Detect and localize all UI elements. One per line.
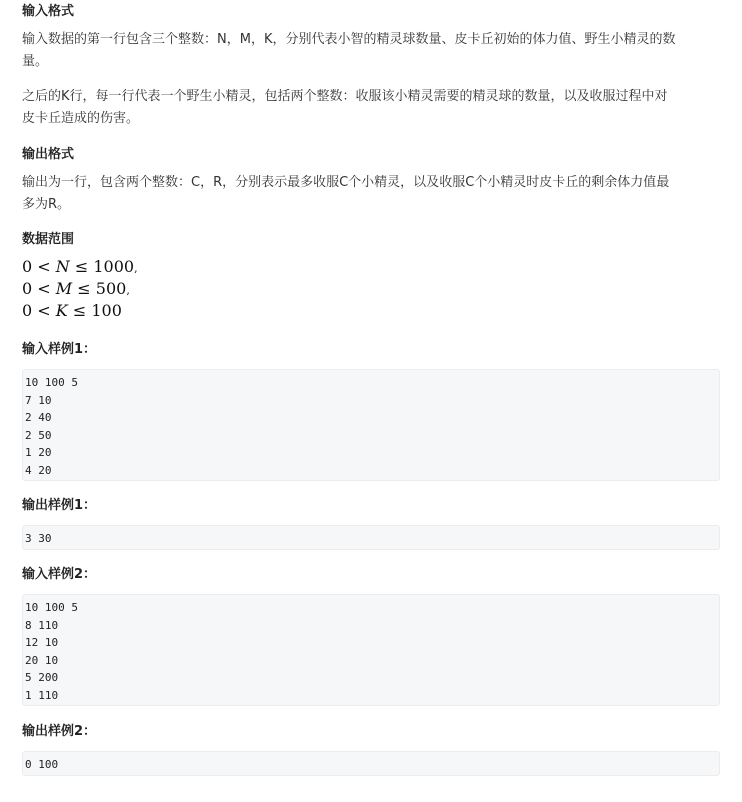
code-line: 0 100 (25, 758, 59, 771)
input-format-line: 皮卡丘造成的伤害。 (22, 111, 140, 126)
code-line: 1 20 (25, 446, 52, 460)
code-line: 3 30 (25, 532, 52, 545)
input-format-line: 量。 (22, 54, 49, 69)
output-format-heading: 输出格式 (22, 147, 75, 162)
sample-output-2-code-block (22, 751, 720, 776)
constraint-k: 0 < K ≤ 100 (22, 301, 122, 320)
code-line: 10 100 5 (25, 601, 78, 614)
sample-output-1-heading: 输出样例1： (22, 498, 97, 513)
code-line: 7 10 (25, 393, 52, 407)
code-line: 8 110 (25, 618, 59, 632)
code-line: 1 110 (25, 688, 59, 702)
constraint-m: 0 < M ≤ 500, (22, 279, 130, 298)
sample-input-2-heading: 输入样例2： (22, 567, 97, 582)
code-line: 20 10 (25, 653, 59, 667)
sample-input-1-code-block (22, 369, 720, 481)
data-range-heading: 数据范围 (22, 232, 75, 247)
sample-input-2-code-block (22, 594, 720, 706)
code-line: 2 50 (25, 428, 52, 442)
output-format-line: 输出为一行，包含两个整数：C，R，分别表示最多收服C个小精灵，以及收服C个小精灵时皮卡丘的剩余体力值最 (22, 175, 670, 190)
input-format-line: 输入数据的第一行包含三个整数：N，M，K，分别代表小智的精灵球数量、皮卡丘初始的体力值、野生小精灵的数 (22, 32, 676, 47)
sample-input-1-heading: 输入样例1： (22, 342, 97, 357)
sample-output-2-heading: 输出样例2： (22, 724, 97, 739)
constraint-n: 0 < N ≤ 1000, (22, 257, 138, 276)
input-format-heading: 输入格式 (22, 4, 75, 19)
sample-output-1-code-block (22, 525, 720, 550)
output-format-line: 多为R。 (22, 197, 71, 212)
code-line: 4 20 (25, 463, 52, 477)
input-format-line: 之后的K行，每一行代表一个野生小精灵，包括两个整数：收服该小精灵需要的精灵球的数量，以及收服过程中对 (22, 89, 668, 104)
code-line: 12 10 (25, 636, 59, 650)
code-line: 5 200 (25, 671, 59, 685)
code-line: 10 100 5 (25, 376, 78, 389)
code-line: 2 40 (25, 411, 52, 425)
